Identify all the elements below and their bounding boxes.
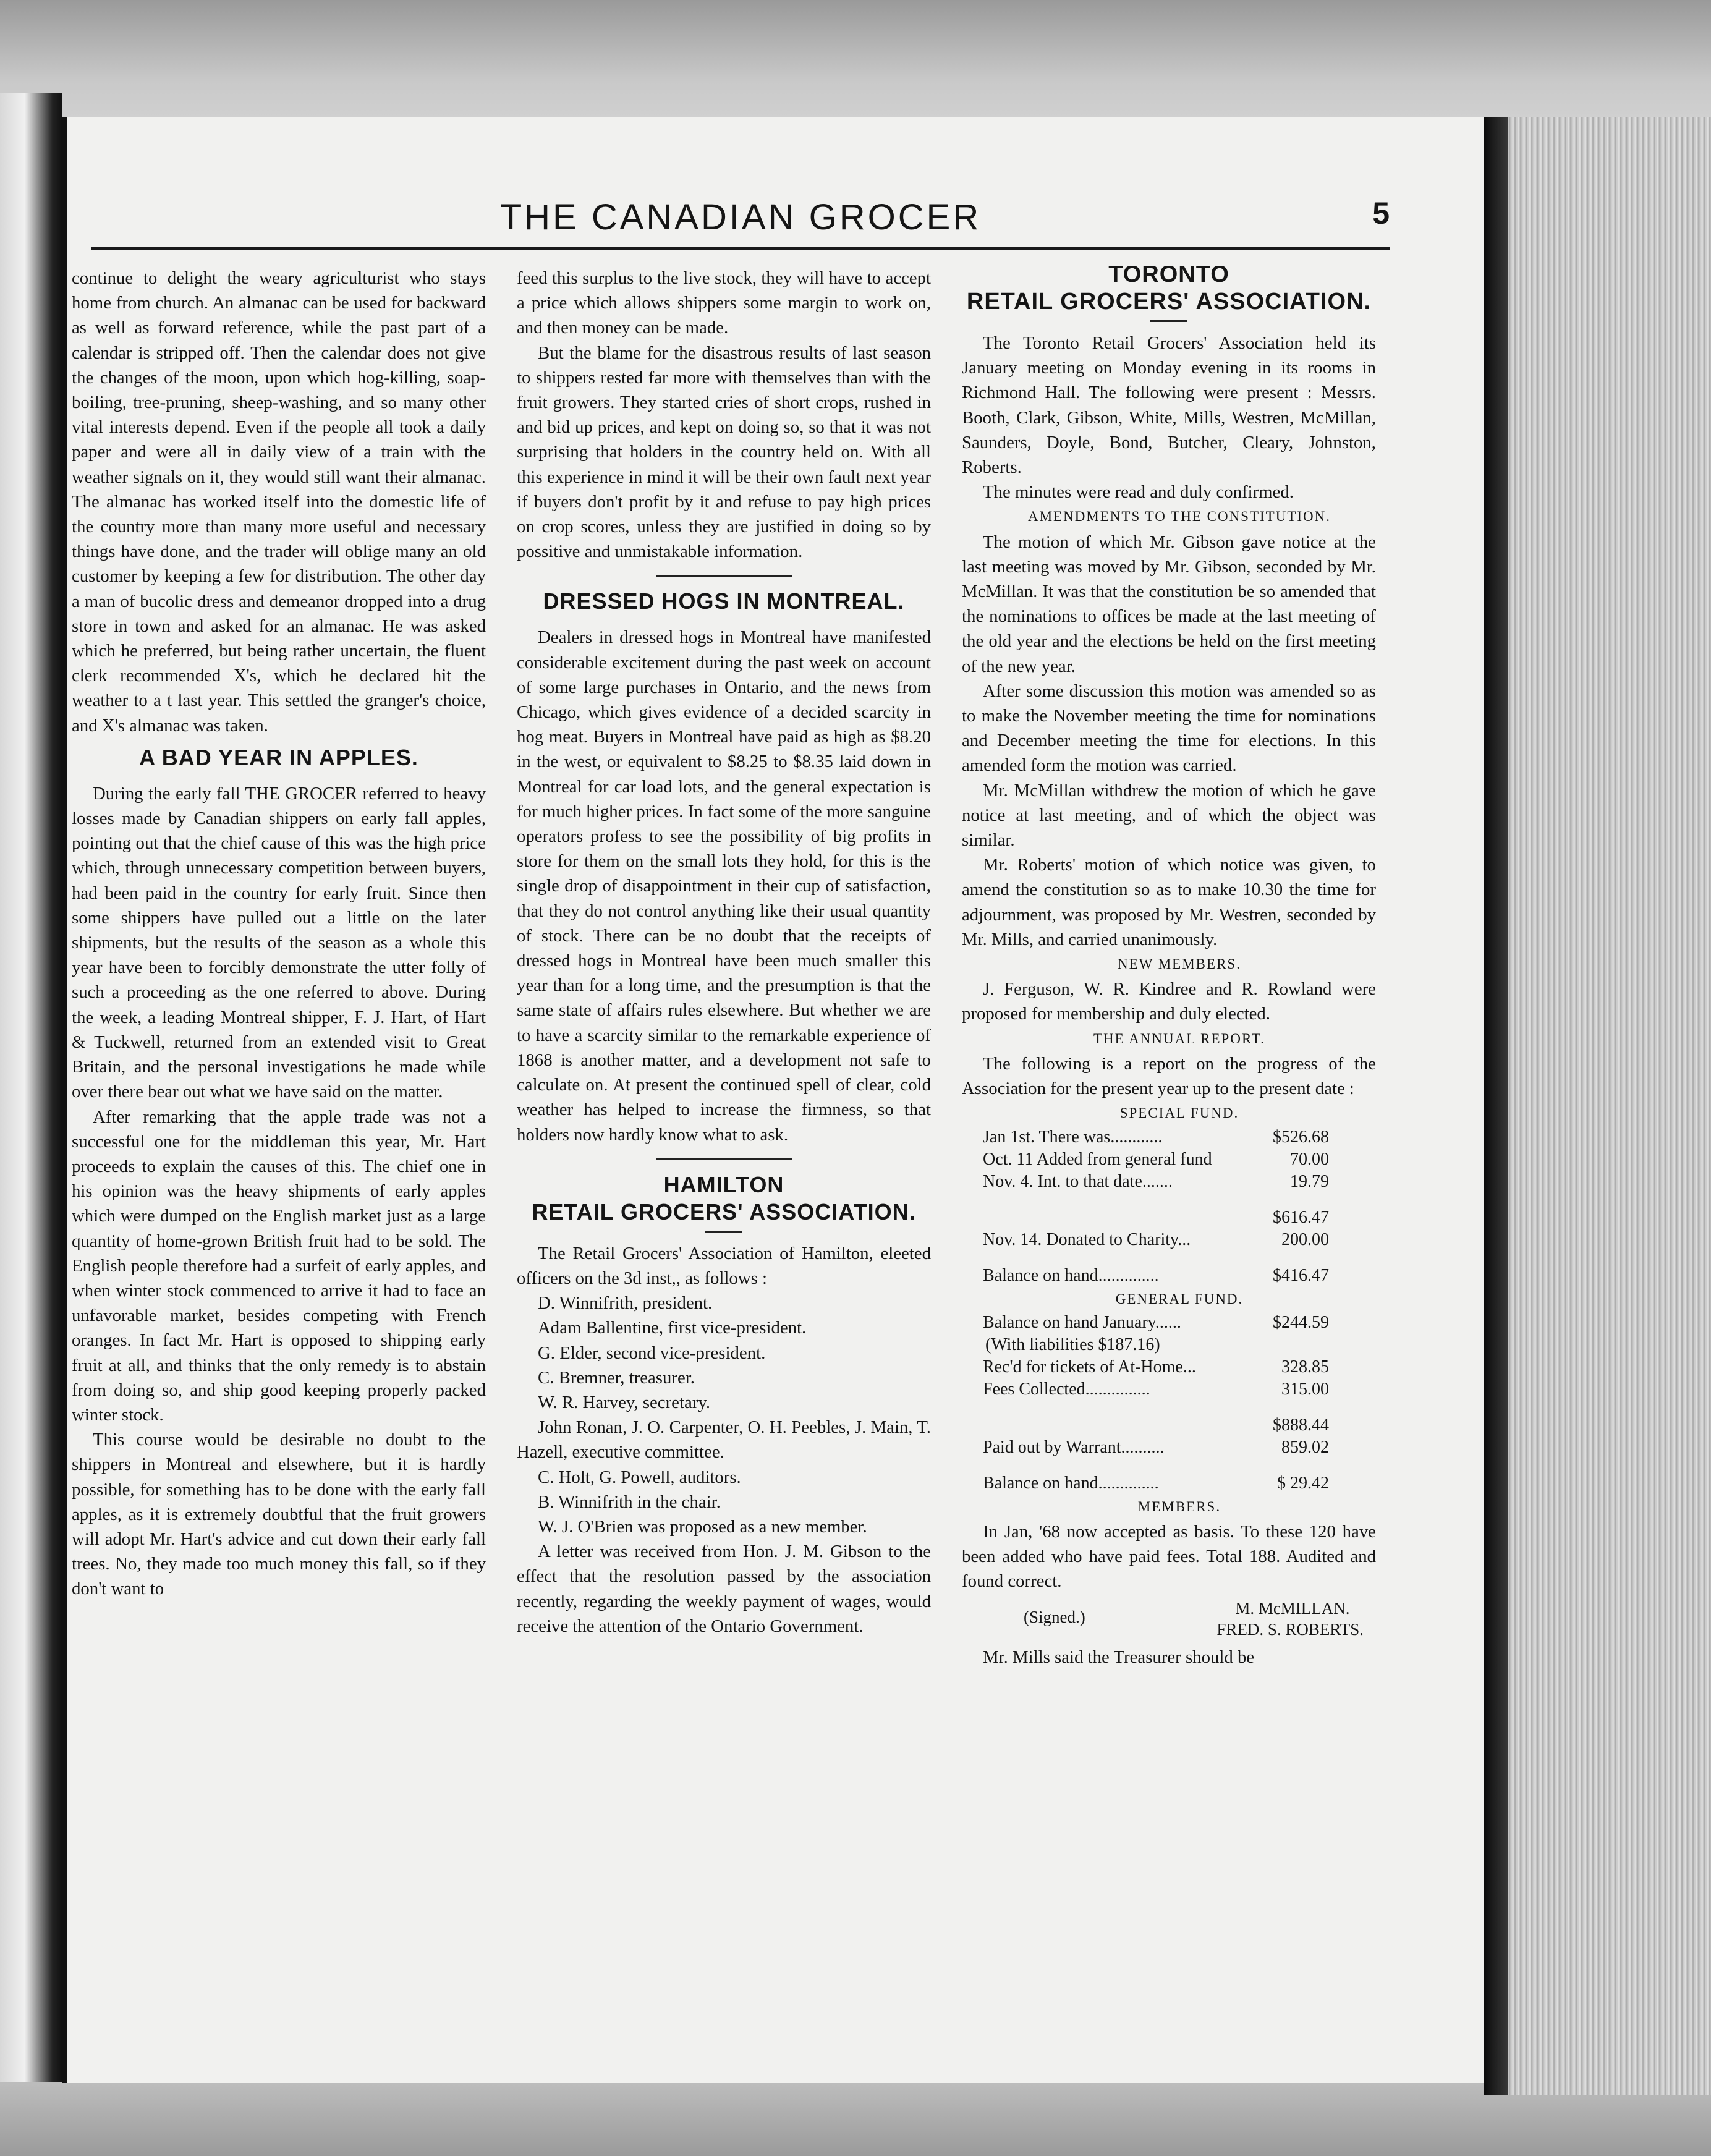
hogs-paragraph: Dealers in dressed hogs in Montreal have manifested considerable excitement during the past week on account of some large purchases in Ontario, and the news from Chicago, which gives evidence of a decided scarcity in hog meat. Buyers in Montreal have paid as high as $8.20 in the west, or equivalent to $8.25 to $8.35 laid down in Montreal for car load lots, and the general expectation is for much higher prices. In fact some of the more sanguine operators profess to see the possibility of big profits in store for them on the small lots they hold, for this is the single drop of disappointment in their cup of satisfaction, that they do not control anything like their usual quantity of stock. There can be no doubt that the receipts of dressed hogs in Montreal have been much smaller this year than for a long time, and the presumption is that the same state of affairs rules elsewhere. But whether we are to have a scarcity similar to the remarkable experience of 1868 is another matter, and a development not safe to calculate on. At present the continued spell of clear, cold weather has helped to increase the firmness, so that holders now hardly know what to ask.: [517, 627, 931, 1145]
table-row: [983, 1312, 1329, 1334]
hamilton-intro: The Retail Grocers' Association of Hamilton, eleeted officers on the 3d inst,, as follows :: [517, 1243, 931, 1288]
table-row: [983, 1148, 1329, 1171]
toronto-heading-line2: RETAIL GROCERS' ASSOCIATION.: [966, 289, 1372, 315]
amendments-paragraph: The motion of which Mr. Gibson gave notice at the last meeting was moved by Mr. Gibson, seconded by Mr. McMillan. It was that the constitution be so amended that the nominations to offices be made at the last meeting of the old year and the elections be held on the first meeting of the new year.: [962, 532, 1376, 676]
apples-paragraph: During the early fall THE GROCER referred to heavy losses made by Canadian shippers on early fall apples, pointing out that the chief cause of this was the high price which, through unnecessary competition between buyers, had been paid in the country for early fruit. Since then some shippers have pulled out a little on the later shipments, but the results of the season as a whole this year have been to forcibly demonstrate the utter folly of such a proceeding as the one referred to above. During the week, a leading Montreal shipper, F. J. Hart, of Hart & Tuckwell, returned from an extended visit to Great Britain, and the personal investigations he made while over there bear out what we have said on the matter.: [72, 783, 486, 1102]
amendments-subhead: AMENDMENTS TO THE CONSTITUTION.: [1027, 509, 1331, 525]
hamilton-heading: [517, 1171, 931, 1226]
column-2: [517, 266, 931, 2058]
row-amount: 70.00: [1290, 1149, 1329, 1169]
list-item: W. R. Harvey, secretary.: [538, 1392, 711, 1412]
list-item: Adam Ballentine, first vice-president.: [538, 1318, 807, 1338]
row-label: Oct. 11 Added from general fund: [983, 1149, 1212, 1169]
row-amount: 19.79: [1290, 1171, 1329, 1191]
officers-list: [517, 1291, 931, 1415]
closing-paragraph: Mr. Mills said the Treasurer should be: [983, 1647, 1255, 1667]
amendments-paragraph: Mr. McMillan withdrew the motion of which he gave notice at last meeting, and of which the object was similar.: [962, 780, 1376, 851]
spacer: [983, 1401, 1376, 1414]
table-row: [983, 1356, 1329, 1378]
special-fund-table: [983, 1126, 1376, 1287]
hogs-heading: DRESSED HOGS IN MONTREAL.: [543, 588, 905, 614]
newspaper-page: [62, 117, 1484, 2083]
list-item: G. Elder, second vice-president.: [538, 1343, 766, 1363]
toronto-paragraph: The Toronto Retail Grocers' Association held its January meeting on Monday evening in its rooms in Richmond Hall. The following were present : Messrs. Booth, Clark, Gibson, White, Mills, Westren, McMillan, Saunders, Doyle, Bond, Butcher, Cleary, Johnston, Roberts.: [962, 333, 1376, 478]
table-row: [983, 1437, 1329, 1459]
row-amount: 328.85: [1281, 1357, 1329, 1377]
column-1: [72, 266, 486, 2058]
row-label: Nov. 4. Int. to that date.......: [983, 1171, 1173, 1191]
table-row: [983, 1126, 1329, 1148]
amendments-paragraph: Mr. Roberts' motion of which notice was given, to amend the constitution so as to make 10.30 the time for adjournment, was proposed by Mr. Westren, seconded by Mr. Mills, and carried unanimously.: [962, 855, 1376, 949]
hamilton-paragraph: C. Holt, G. Powell, auditors.: [538, 1467, 741, 1487]
toronto-heading: [962, 266, 1376, 315]
row-label: Nov. 14. Donated to Charity...: [983, 1229, 1191, 1249]
row-label: Jan 1st. There was............: [983, 1127, 1163, 1147]
table-row: [983, 1265, 1329, 1287]
row-label: Fees Collected...............: [983, 1379, 1150, 1399]
row-label: Balance on hand..............: [983, 1473, 1159, 1493]
amendments-paragraph: After some discussion this motion was amended so as to make the November meeting the time for nominations and December meeting the time for elections. In this amended form the motion was carried.: [962, 681, 1376, 776]
apples-heading: A BAD YEAR IN APPLES.: [139, 744, 418, 770]
table-row: [983, 1229, 1329, 1251]
list-item: D. Winnifrith, president.: [538, 1293, 713, 1314]
row-amount: 315.00: [1281, 1379, 1329, 1399]
general-fund-subhead: GENERAL FUND.: [1115, 1291, 1244, 1307]
almanac-paragraph: continue to delight the weary agriculturist who stays home from church. An almanac can be used for backward as well as forward reference, while the past part of a calendar is stripped off. Then the calendar does not give the changes of the moon, upon which hog-killing, soap-boiling, tree-pruning, sheep-washing, and so many other vital interests depend. Even if the people all took a daily paper and were all in daily view of a train with the weather signals on it, they would still want their almanac. The almanac has worked itself into the domestic life of the country more than many more useful and necessary things have done, and the trader will oblige many an old customer by keeping a few for distribution. The other day a man of bucolic dress and demeanor dropped into a drug store in town and asked for an almanac. He was asked which he preferred, but being rather uncertain, the fluent clerk recommended X's, which he declared hit the weather to a t last year. This settled the granger's choice, and X's almanac was taken.: [72, 268, 486, 736]
apples-paragraph: This course would be desirable no doubt to the shippers in Montreal and elsewhere, but it is hardly possible, for something has to be done with the early fall apples, as it is extremely doubtful that the fruit growers will adopt Mr. Hart's advice and cut down their early fall trees. No, they made too much money this fall, so if they don't want to: [72, 1430, 486, 1599]
page-number: 5: [1372, 196, 1390, 231]
general-fund-table: [983, 1312, 1376, 1495]
previous-page-edge: [0, 93, 62, 2156]
signed-label: (Signed.): [1024, 1607, 1085, 1626]
hamilton-paragraph: John Ronan, J. O. Carpenter, O. H. Peebles, J. Main, T. Hazell, executive committee.: [517, 1417, 931, 1462]
list-item: C. Bremner, treasurer.: [538, 1367, 695, 1388]
apples-continued-paragraph: But the blame for the disastrous results of last season to shippers rested far more with themselves than with the fruit growers. They started cries of short crops, rushed in and bid up prices, and kept on doing so, so that it was not surprising that holders in the country held on. With all this experience in mind it will be their own fault next year if buyers don't profit by it and refuse to pay high prices on crop scores, unless they are justified in doing so by possitive and unmistakable information.: [517, 342, 931, 562]
apples-paragraph: After remarking that the apple trade was not a successful one for the middleman this year, Mr. Hart proceeds to explain the causes of this. The chief one in his opinion was the heavy shipments of early apples which were dumped on the English market just as a large quantity of home-grown British fruit had to be sold. The English people therefore had a surfeit of early apples, and when winter stock commenced to arrive it had to face an unfavorable market, besides competing with French oranges. In fact Mr. Hart is opposed to shipping early fruit at all, and thinks that the only remedy is to abstain from doing so, and ship good keeping properly packed winter stock.: [72, 1106, 486, 1425]
signature-block: [962, 1594, 1376, 1640]
background-bottom-strip: [0, 2082, 1711, 2156]
special-fund-subhead: SPECIAL FUND.: [1119, 1105, 1239, 1121]
signer-names: [1216, 1598, 1364, 1640]
hamilton-heading-line1: HAMILTON: [663, 1171, 784, 1197]
members-paragraph: In Jan, '68 now accepted as basis. To these 120 have been added who have paid fees. Total 188. Audited and found correct.: [962, 1521, 1376, 1592]
table-row: [983, 1334, 1331, 1356]
signer-name: M. McMILLAN.: [1235, 1598, 1350, 1618]
book-page-edges: [1484, 117, 1711, 2095]
row-note: (With liabilities $187.16): [985, 1335, 1160, 1354]
table-row: [983, 1378, 1329, 1401]
apples-continued-paragraph: feed this surplus to the live stock, they will have to accept a price which allows shippers some margin to work on, and then money can be made.: [517, 268, 931, 338]
hamilton-heading-line2: RETAIL GROCERS' ASSOCIATION.: [532, 1199, 916, 1224]
subtotal: $616.47: [1273, 1207, 1329, 1227]
column-3: [962, 266, 1376, 2058]
masthead: [91, 197, 1390, 250]
spacer: [983, 1251, 1376, 1265]
annual-report-subhead: THE ANNUAL REPORT.: [1093, 1030, 1266, 1046]
signer-name: FRED. S. ROBERTS.: [1216, 1619, 1364, 1639]
row-amount: 200.00: [1281, 1229, 1329, 1249]
spacer: [983, 1459, 1376, 1472]
heading-rule: [705, 1231, 742, 1233]
row-label: Rec'd for tickets of At-Home...: [983, 1357, 1196, 1377]
new-members-paragraph: J. Ferguson, W. R. Kindree and R. Rowland were proposed for membership and duly elected.: [962, 979, 1376, 1024]
section-divider: [656, 1158, 792, 1160]
row-label: Balance on hand January......: [983, 1312, 1181, 1332]
masthead-title: THE CANADIAN GROCER: [499, 197, 982, 237]
row-amount: $416.47: [1273, 1265, 1329, 1285]
row-label: Paid out by Warrant..........: [983, 1437, 1165, 1457]
row-amount: $244.59: [1273, 1312, 1329, 1332]
toronto-paragraph: The minutes were read and duly confirmed.: [983, 482, 1294, 503]
annual-report-paragraph: The following is a report on the progress of the Association for the present year up to the present date :: [962, 1053, 1376, 1099]
toronto-heading-line1: TORONTO: [1108, 266, 1229, 287]
hamilton-paragraph: B. Winnifrith in the chair.: [538, 1492, 721, 1512]
members-subhead: MEMBERS.: [1137, 1498, 1221, 1514]
heading-rule: [1150, 320, 1187, 322]
page-edge-shadow: [1484, 117, 1508, 2095]
new-members-subhead: NEW MEMBERS.: [1118, 956, 1241, 972]
row-amount: 859.02: [1281, 1437, 1329, 1457]
spacer: [983, 1193, 1376, 1207]
row-amount: $526.68: [1273, 1127, 1329, 1147]
section-divider: [656, 575, 792, 577]
table-row: [983, 1171, 1329, 1193]
hamilton-paragraph: A letter was received from Hon. J. M. Gibson to the effect that the resolution passed by the association recently, regarding the weekly payment of wages, would receive the attention of the Ontario Government.: [517, 1542, 931, 1636]
row-amount: $ 29.42: [1277, 1473, 1329, 1493]
subtotal: $888.44: [1273, 1415, 1329, 1435]
row-label: Balance on hand..............: [983, 1265, 1159, 1285]
table-row: [983, 1472, 1329, 1495]
hamilton-paragraph: W. J. O'Brien was proposed as a new member.: [538, 1516, 867, 1537]
